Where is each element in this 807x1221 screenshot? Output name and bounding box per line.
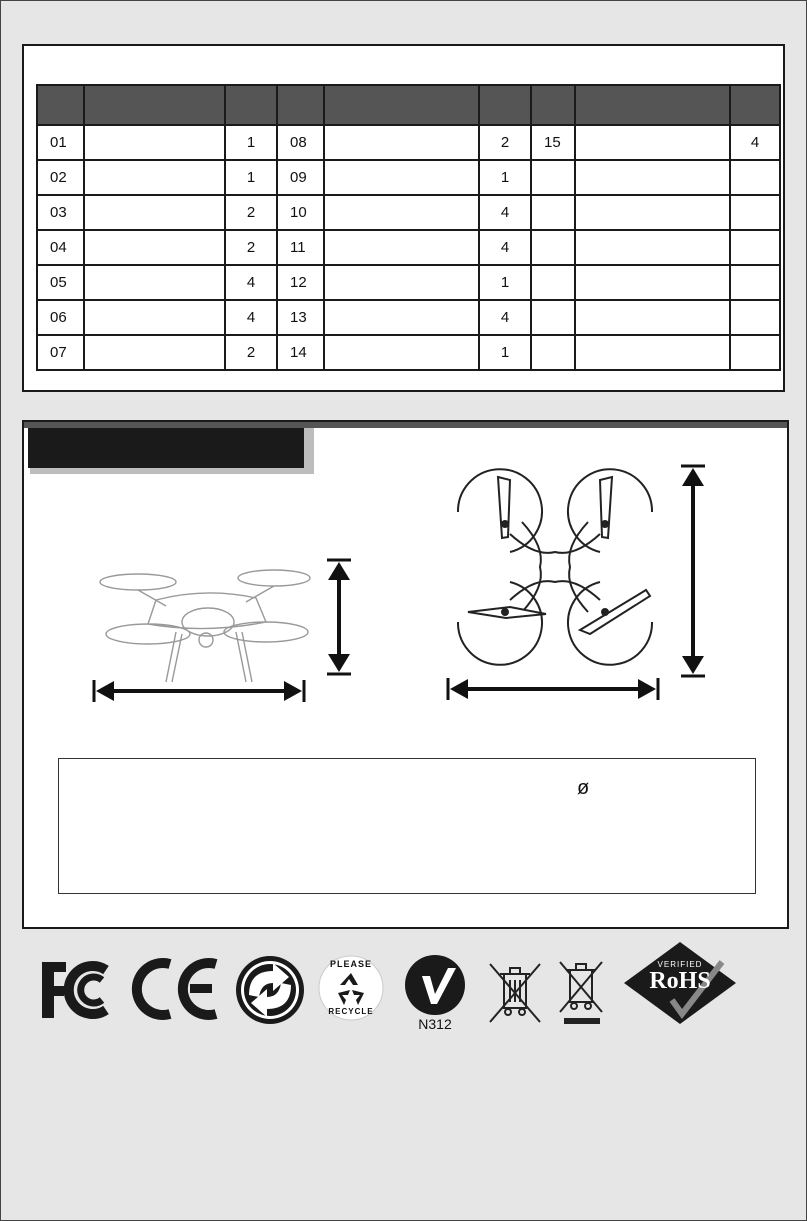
part-name bbox=[324, 335, 479, 370]
part-number bbox=[531, 160, 575, 195]
part-name bbox=[84, 125, 225, 160]
part-number: 07 bbox=[37, 335, 84, 370]
parts-panel bbox=[22, 44, 785, 392]
please-label: PLEASE bbox=[329, 959, 372, 969]
ce-logo bbox=[132, 958, 222, 1020]
part-quantity bbox=[730, 300, 780, 335]
part-quantity: 2 bbox=[225, 230, 277, 265]
part-name bbox=[575, 160, 730, 195]
part-number bbox=[531, 300, 575, 335]
part-quantity bbox=[730, 195, 780, 230]
part-quantity: 4 bbox=[225, 265, 277, 300]
c-tick-logo bbox=[404, 954, 466, 1016]
part-quantity: 1 bbox=[225, 125, 277, 160]
part-name bbox=[575, 125, 730, 160]
part-name bbox=[324, 195, 479, 230]
part-name bbox=[324, 125, 479, 160]
dimensions-panel bbox=[22, 420, 789, 929]
part-number: 02 bbox=[37, 160, 84, 195]
c-tick-code: N312 bbox=[418, 1016, 452, 1032]
part-number bbox=[531, 195, 575, 230]
part-name bbox=[324, 300, 479, 335]
part-name bbox=[84, 195, 225, 230]
rohs-label: RoHS bbox=[649, 968, 711, 994]
part-number: 10 bbox=[277, 195, 324, 230]
part-number: 12 bbox=[277, 265, 324, 300]
part-quantity: 1 bbox=[479, 265, 531, 300]
c-tick-logo-wrap bbox=[404, 954, 466, 1034]
header-name-3 bbox=[575, 85, 730, 125]
part-quantity bbox=[730, 265, 780, 300]
table-row bbox=[37, 230, 780, 265]
table-header-row bbox=[37, 85, 780, 125]
part-number: 05 bbox=[37, 265, 84, 300]
part-name bbox=[575, 300, 730, 335]
table-row bbox=[37, 125, 780, 160]
part-quantity: 2 bbox=[479, 125, 531, 160]
part-number: 08 bbox=[277, 125, 324, 160]
part-quantity: 4 bbox=[479, 230, 531, 265]
header-qty-1 bbox=[225, 85, 277, 125]
header-name-1 bbox=[84, 85, 225, 125]
part-number: 13 bbox=[277, 300, 324, 335]
top-height-arrow bbox=[678, 464, 708, 678]
part-quantity: 4 bbox=[479, 300, 531, 335]
part-number: 15 bbox=[531, 125, 575, 160]
rohs-verified-label: VERIFIED bbox=[657, 960, 703, 969]
part-quantity bbox=[730, 335, 780, 370]
part-number bbox=[531, 335, 575, 370]
part-name bbox=[575, 265, 730, 300]
part-quantity: 4 bbox=[730, 125, 780, 160]
part-number: 03 bbox=[37, 195, 84, 230]
header-no-3 bbox=[531, 85, 575, 125]
diameter-symbol: ø bbox=[577, 777, 590, 799]
part-number bbox=[531, 265, 575, 300]
parts-table bbox=[36, 84, 781, 371]
part-quantity bbox=[730, 160, 780, 195]
table-row bbox=[37, 335, 780, 370]
top-width-arrow bbox=[446, 676, 660, 702]
table-row bbox=[37, 195, 780, 230]
part-number: 04 bbox=[37, 230, 84, 265]
table-row bbox=[37, 300, 780, 335]
table-row bbox=[37, 160, 780, 195]
part-number: 01 bbox=[37, 125, 84, 160]
section-tab bbox=[28, 428, 304, 468]
recycle-label: RECYCLE bbox=[328, 1007, 374, 1016]
part-name bbox=[575, 335, 730, 370]
part-name bbox=[84, 160, 225, 195]
fcc-logo bbox=[40, 960, 120, 1020]
part-quantity: 1 bbox=[479, 160, 531, 195]
part-name bbox=[324, 230, 479, 265]
part-number: 06 bbox=[37, 300, 84, 335]
part-name bbox=[84, 230, 225, 265]
header-qty-2 bbox=[479, 85, 531, 125]
rohs-logo-wrap bbox=[622, 940, 738, 1026]
header-no-2 bbox=[277, 85, 324, 125]
part-number: 09 bbox=[277, 160, 324, 195]
table-row bbox=[37, 265, 780, 300]
header-no-1 bbox=[37, 85, 84, 125]
part-quantity: 4 bbox=[225, 300, 277, 335]
weee-bin-icon bbox=[486, 962, 544, 1024]
drone-top-view bbox=[450, 462, 660, 672]
part-number bbox=[531, 230, 575, 265]
notes-box bbox=[58, 758, 756, 894]
part-quantity: 1 bbox=[225, 160, 277, 195]
part-name bbox=[324, 160, 479, 195]
part-name bbox=[84, 300, 225, 335]
part-quantity: 1 bbox=[479, 335, 531, 370]
header-qty-3 bbox=[730, 85, 780, 125]
part-name bbox=[575, 195, 730, 230]
part-name bbox=[84, 335, 225, 370]
part-number: 11 bbox=[277, 230, 324, 265]
side-height-arrow bbox=[324, 558, 354, 676]
part-quantity: 4 bbox=[479, 195, 531, 230]
part-name bbox=[575, 230, 730, 265]
drone-side-view bbox=[96, 562, 326, 692]
side-width-arrow bbox=[92, 678, 306, 704]
header-name-2 bbox=[324, 85, 479, 125]
part-quantity bbox=[730, 230, 780, 265]
green-dot-logo bbox=[235, 955, 305, 1025]
part-quantity: 2 bbox=[225, 335, 277, 370]
part-name bbox=[84, 265, 225, 300]
weee-bin-bar-icon bbox=[556, 960, 606, 1026]
part-quantity: 2 bbox=[225, 195, 277, 230]
part-number: 14 bbox=[277, 335, 324, 370]
part-name bbox=[324, 265, 479, 300]
please-recycle-logo-wrap bbox=[318, 955, 384, 1021]
